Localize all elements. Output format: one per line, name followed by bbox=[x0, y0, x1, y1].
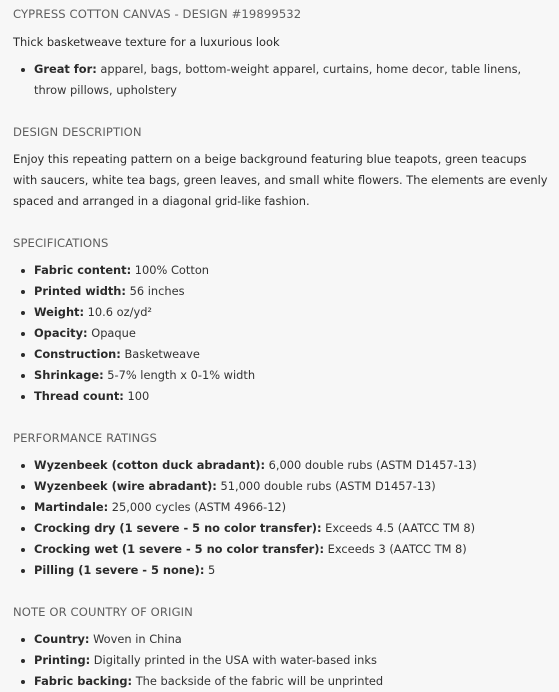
origin-list bbox=[13, 629, 549, 692]
item-value: Exceeds 4.5 (AATCC TM 8) bbox=[321, 521, 476, 535]
list-item bbox=[13, 455, 549, 476]
item-key: Great for: bbox=[34, 62, 97, 76]
list-item bbox=[13, 560, 549, 581]
item-key: Printing: bbox=[34, 653, 91, 667]
item-key: Construction: bbox=[34, 347, 121, 361]
item-value: Basketweave bbox=[120, 347, 200, 361]
item-value: apparel, bags, bottom-weight apparel, curtains, home decor, table linens, throw pillows, upholstery bbox=[34, 62, 522, 97]
specifications-list bbox=[13, 260, 549, 407]
performance-ratings-heading: PERFORMANCE RATINGS bbox=[13, 431, 157, 445]
item-key: Crocking dry (1 severe - 5 no color transfer): bbox=[34, 521, 322, 535]
item-value: Digitally printed in the USA with water-based inks bbox=[90, 653, 377, 667]
item-key: Thread count: bbox=[34, 389, 124, 403]
list-item bbox=[13, 497, 549, 518]
item-value: Exceeds 3 (AATCC TM 8) bbox=[324, 542, 467, 556]
item-value: Woven in China bbox=[89, 632, 182, 646]
item-key: Printed width: bbox=[34, 284, 126, 298]
item-key: Crocking wet (1 severe - 5 no color transfer): bbox=[34, 542, 325, 556]
item-value: 5-7% length x 0-1% width bbox=[103, 368, 256, 382]
product-title: CYPRESS COTTON CANVAS - DESIGN #19899532 bbox=[13, 7, 302, 21]
performance-ratings-list bbox=[13, 455, 549, 581]
list-item bbox=[13, 671, 549, 692]
item-key: Opacity: bbox=[34, 326, 88, 340]
list-item bbox=[13, 476, 549, 497]
list-item bbox=[13, 365, 549, 386]
origin-heading: NOTE OR COUNTRY OF ORIGIN bbox=[13, 605, 193, 619]
item-key: Shrinkage: bbox=[34, 368, 104, 382]
item-value: 100 bbox=[123, 389, 150, 403]
product-tagline: Thick basketweave texture for a luxurious look bbox=[13, 35, 280, 49]
list-item bbox=[13, 260, 549, 281]
item-value: 100% Cotton bbox=[131, 263, 210, 277]
item-key: Fabric content: bbox=[34, 263, 132, 277]
item-value: Opaque bbox=[87, 326, 136, 340]
list-item bbox=[13, 59, 549, 101]
list-item bbox=[13, 344, 549, 365]
item-value: 25,000 cycles (ASTM 4966-12) bbox=[108, 500, 287, 514]
item-key: Fabric backing: bbox=[34, 674, 133, 688]
design-description-text: Enjoy this repeating pattern on a beige background featuring blue teapots, green teacups with saucers, white tea bags, green leaves, and small white flowers. The elements are evenly spaced and arranged in a diagonal grid-like fashion. bbox=[13, 152, 548, 208]
item-key: Wyzenbeek (wire abradant): bbox=[34, 479, 217, 493]
specifications-heading: SPECIFICATIONS bbox=[13, 236, 109, 250]
item-key: Weight: bbox=[34, 305, 85, 319]
item-value: 6,000 double rubs (ASTM D1457-13) bbox=[265, 458, 477, 472]
item-key: Pilling (1 severe - 5 none): bbox=[34, 563, 205, 577]
item-value: 10.6 oz/yd² bbox=[84, 305, 152, 319]
list-item bbox=[13, 323, 549, 344]
list-item bbox=[13, 539, 549, 560]
item-value: The backside of the fabric will be unprinted bbox=[132, 674, 384, 688]
design-description-heading: DESIGN DESCRIPTION bbox=[13, 125, 142, 139]
list-item bbox=[13, 386, 549, 407]
item-key: Martindale: bbox=[34, 500, 109, 514]
item-key: Wyzenbeek (cotton duck abradant): bbox=[34, 458, 266, 472]
item-value: 51,000 double rubs (ASTM D1457-13) bbox=[216, 479, 436, 493]
list-item bbox=[13, 629, 549, 650]
item-key: Country: bbox=[34, 632, 90, 646]
list-item bbox=[13, 518, 549, 539]
item-value: 56 inches bbox=[125, 284, 185, 298]
item-value: 5 bbox=[204, 563, 216, 577]
intro-list bbox=[13, 59, 549, 101]
list-item bbox=[13, 302, 549, 323]
list-item bbox=[13, 281, 549, 302]
